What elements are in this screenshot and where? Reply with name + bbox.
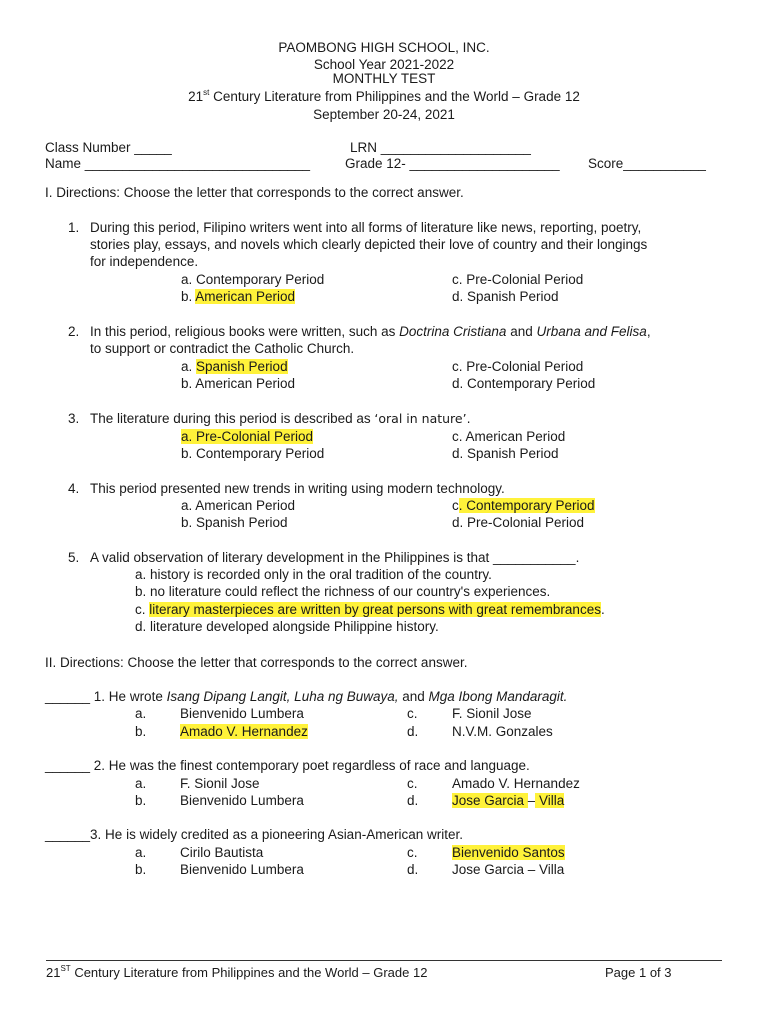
answer-highlight: Villa — [535, 793, 565, 808]
q5-option-b: b. no literature could reflect the richness of our country's experiences. — [135, 584, 551, 599]
p2-q3-option-a: Cirilo Bautista — [180, 845, 264, 860]
part1-directions: I. Directions: Choose the letter that corresponds to the correct answer. — [45, 185, 464, 200]
q1-text-line3: for independence. — [90, 254, 199, 269]
q4-text: This period presented new trends in writing using modern technology. — [90, 481, 505, 496]
q4-option-a: a. American Period — [181, 498, 296, 513]
p2-q1-label-a: a. — [135, 706, 147, 721]
answer-highlight: Jose Garcia — [452, 793, 528, 808]
test-type: MONTHLY TEST — [332, 71, 436, 86]
q2-option-c: c. Pre-Colonial Period — [452, 359, 584, 374]
footer-page-number: Page 1 of 3 — [605, 965, 672, 980]
q2-option-a: a. Spanish Period — [181, 359, 288, 374]
q2-text-line1: In this period, religious books were written, such as Doctrina Cristiana and Urbana and Felisa, — [90, 324, 651, 339]
q5-option-d: d. literature developed alongside Philippine history. — [135, 619, 439, 634]
q2-option-d: d. Contemporary Period — [452, 376, 596, 391]
q4-option-c: c. Contemporary Period — [452, 498, 595, 513]
q2-option-b: b. American Period — [181, 376, 296, 391]
p2-q1-option-a: Bienvenido Lumbera — [180, 706, 304, 721]
p2-q3-label-b: b. — [135, 862, 147, 877]
p2-q3-option-d: Jose Garcia – Villa — [452, 862, 565, 877]
q2-text-line2: to support or contradict the Catholic Church. — [90, 341, 355, 356]
school-year: School Year 2021-2022 — [313, 57, 455, 72]
q1-option-c: c. Pre-Colonial Period — [452, 272, 584, 287]
q2-number: 2. — [68, 324, 80, 339]
p2-q3-label-c: c. — [407, 845, 418, 860]
p2-q2-label-b: b. — [135, 793, 147, 808]
q1-option-b: b. American Period — [181, 289, 296, 304]
p2-q1-option-c: F. Sionil Jose — [452, 706, 532, 721]
q4-option-b: b. Spanish Period — [181, 515, 288, 530]
p2-q3-option-c — [452, 844, 565, 861]
p2-q1-label-b: b. — [135, 724, 147, 739]
p2-q2-option-a: F. Sionil Jose — [180, 776, 260, 791]
footer-rule — [46, 960, 722, 961]
p2-q1-label-d: d. — [407, 724, 419, 739]
subject-title: 21st Century Literature from Philippines and the World – Grade 12 — [188, 88, 580, 104]
q3-option-a — [181, 428, 313, 445]
school-name: PAOMBONG HIGH SCHOOL, INC. — [278, 40, 490, 55]
p2-q1-option-b — [180, 723, 308, 740]
q4-number: 4. — [68, 481, 80, 496]
answer-highlight: literary masterpieces are written by great persons with great remembrances — [149, 602, 601, 617]
class-number-field[interactable]: Class Number _____ — [45, 140, 172, 155]
q5-option-c: c. literary masterpieces are written by great persons with great remembrances. — [135, 602, 605, 617]
q3-option-b: b. Contemporary Period — [181, 446, 325, 461]
p2-q3-option-b: Bienvenido Lumbera — [180, 862, 304, 877]
p2-q1-option-d: N.V.M. Gonzales — [452, 724, 553, 739]
q3-option-c: c. American Period — [452, 429, 566, 444]
q5-text: A valid observation of literary development in the Philippines is that ___________. — [90, 550, 580, 565]
p2-q1-stem: ______ 1. He wrote Isang Dipang Langit, Luha ng Buwaya, and Mga Ibong Mandaragit. — [45, 689, 568, 704]
q5-number: 5. — [68, 550, 80, 565]
p2-q2-label-a: a. — [135, 776, 147, 791]
p2-q3-label-a: a. — [135, 845, 147, 860]
answer-highlight: Bienvenido Santos — [452, 845, 565, 860]
q1-text-line2: stories play, essays, and novels which clearly depicted their love of country and their longings — [90, 237, 648, 252]
footer-subject: 21ST Century Literature from Philippines and the World – Grade 12 — [46, 964, 428, 980]
p2-q2-label-c: c. — [407, 776, 418, 791]
answer-highlight: a. Pre-Colonial Period — [181, 429, 314, 444]
grade-field[interactable]: Grade 12- ____________________ — [345, 156, 560, 171]
q3-number: 3. — [68, 411, 80, 426]
answer-highlight: American Period — [195, 289, 296, 304]
name-field[interactable]: Name ______________________________ — [45, 156, 311, 171]
q3-text: The literature during this period is described as ‘oral in nature’. — [90, 411, 471, 426]
answer-highlight: Amado V. Hernandez — [180, 724, 308, 739]
q3-option-d: d. Spanish Period — [452, 446, 559, 461]
p2-q2-option-b: Bienvenido Lumbera — [180, 793, 304, 808]
part2-directions: II. Directions: Choose the letter that corresponds to the correct answer. — [45, 655, 468, 670]
q5-option-a: a. history is recorded only in the oral tradition of the country. — [135, 567, 492, 582]
p2-q2-label-d: d. — [407, 793, 419, 808]
p2-q2-option-d: Jose Garcia – Villa — [452, 793, 565, 808]
q1-option-a: a. Contemporary Period — [181, 272, 325, 287]
q4-option-d: d. Pre-Colonial Period — [452, 515, 585, 530]
p2-q2-stem: ______ 2. He was the finest contemporary poet regardless of race and language. — [45, 758, 530, 773]
p2-q1-label-c: c. — [407, 706, 418, 721]
p2-q3-stem: ______3. He is widely credited as a pioneering Asian-American writer. — [45, 827, 463, 842]
lrn-field[interactable]: LRN ____________________ — [350, 140, 531, 155]
answer-highlight: . Contemporary Period — [458, 498, 595, 513]
q1-option-d: d. Spanish Period — [452, 289, 559, 304]
q1-number: 1. — [68, 220, 80, 235]
test-date: September 20-24, 2021 — [313, 107, 455, 122]
answer-highlight: Spanish Period — [196, 359, 288, 374]
p2-q3-label-d: d. — [407, 862, 419, 877]
p2-q2-option-c: Amado V. Hernandez — [452, 776, 580, 791]
q1-text-line1: During this period, Filipino writers went into all forms of literature like news, reporting, poetry, — [90, 220, 642, 235]
score-field[interactable]: Score___________ — [588, 156, 706, 171]
